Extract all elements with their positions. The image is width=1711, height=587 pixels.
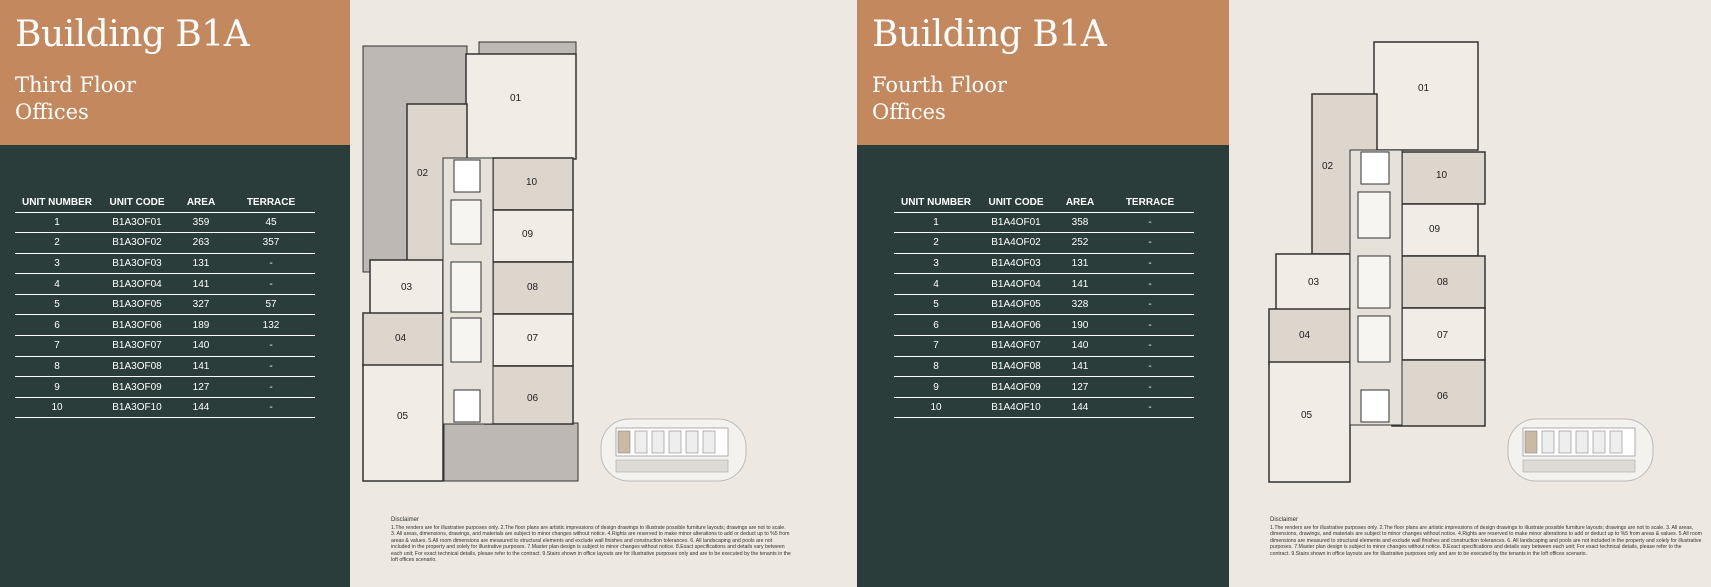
column-header-unit-code: UNIT CODE	[99, 193, 175, 212]
floor-usage: Offices	[872, 100, 946, 124]
unit-code: B1A4OF06	[978, 315, 1054, 336]
unit-number: 4	[894, 274, 978, 295]
unit-label-10: 10	[526, 177, 538, 188]
unit-area: 359	[175, 212, 227, 233]
unit-label-03: 03	[401, 282, 413, 293]
unit-terrace: -	[227, 253, 315, 274]
unit-number: 9	[15, 377, 99, 398]
unit-area: 141	[175, 356, 227, 377]
floor-usage: Offices	[15, 100, 89, 124]
unit-area: 144	[175, 397, 227, 418]
unit-terrace: -	[227, 274, 315, 295]
stair-core	[1361, 152, 1389, 184]
floor-title	[15, 72, 136, 126]
unit-terrace: 57	[227, 294, 315, 315]
unit-terrace: -	[1106, 356, 1194, 377]
table-row	[894, 315, 1194, 336]
unit-area: 140	[1054, 336, 1106, 357]
unit-area: 141	[1054, 274, 1106, 295]
unit-code: B1A4OF05	[978, 294, 1054, 315]
column-header-unit-code: UNIT CODE	[978, 193, 1054, 212]
table-row	[15, 253, 315, 274]
unit-code: B1A4OF10	[978, 397, 1054, 418]
unit-code: B1A4OF01	[978, 212, 1054, 233]
unit-number: 1	[15, 212, 99, 233]
unit-terrace: -	[227, 377, 315, 398]
unit-label-04: 04	[1299, 330, 1311, 341]
unit-area: 131	[1054, 253, 1106, 274]
unit-area: 263	[175, 233, 227, 254]
table-row	[15, 356, 315, 377]
unit-terrace: -	[1106, 233, 1194, 254]
unit-area: 127	[1054, 377, 1106, 398]
unit-area: 144	[1054, 397, 1106, 418]
unit-code: B1A3OF10	[99, 397, 175, 418]
column-header-area: AREA	[175, 193, 227, 212]
column-header-unit-number: UNIT NUMBER	[894, 193, 978, 212]
service-rooms	[451, 318, 481, 362]
floor-name: Fourth Floor	[872, 73, 1007, 97]
unit-label-01: 01	[510, 93, 522, 104]
unit-number: 7	[894, 336, 978, 357]
table-row	[15, 315, 315, 336]
table-row	[894, 377, 1194, 398]
unit-label-07: 07	[1437, 330, 1449, 341]
disclaimer-title: Disclaimer	[1270, 517, 1299, 523]
floor-plan-panel	[350, 0, 857, 587]
unit-terrace: -	[1106, 397, 1194, 418]
unit-code: B1A3OF04	[99, 274, 175, 295]
unit-number: 3	[15, 253, 99, 274]
sidebar	[857, 0, 1229, 587]
disclaimer	[1270, 517, 1702, 557]
table-row	[15, 397, 315, 418]
table-row	[894, 212, 1194, 233]
building-title: Building B1A	[872, 14, 1107, 55]
unit-label-06: 06	[527, 393, 539, 404]
unit-number: 5	[894, 294, 978, 315]
unit-terrace: 45	[227, 212, 315, 233]
table-row	[15, 212, 315, 233]
unit-terrace: -	[227, 336, 315, 357]
stair-core	[454, 160, 480, 192]
floor-title	[872, 72, 1007, 126]
floor-plan-drawing	[1229, 0, 1711, 587]
unit-number: 8	[894, 356, 978, 377]
disclaimer-text: 1.The renders are for illustrative purposes only. 2.The floor plans are artistic impressions of design drawings to illustrate possible furniture layouts; drawings are not to scale. 3. All areas, dimensions, drawings, and materials are subject to minor changes without notice. 4.Rights are reserved to make minor alterations to add or deduct up to %5 from areas & values. 5.All room dimensions are measured to structural elements and exclude wall finishes and construction tolerances. 6. All landscaping and pools are not included in the property and solely for illustrative purposes. 7.Master plan design is subject to minor changes without notice. 8.Exact specifications and details vary between each unit; For exact technical details, please refer to the contract. 9.Stairs shown in office layouts are for illustrative purposes only and are to be executed by the tenants in the loft offices scenario.	[391, 525, 791, 564]
key-plan-highlight	[1525, 431, 1537, 453]
unit-area: 328	[1054, 294, 1106, 315]
unit-terrace: -	[1106, 253, 1194, 274]
unit-number: 4	[15, 274, 99, 295]
unit-01	[1374, 42, 1478, 150]
sidebar	[0, 0, 350, 587]
column-header-area: AREA	[1054, 193, 1106, 212]
unit-number: 2	[894, 233, 978, 254]
disclaimer-title: Disclaimer	[391, 517, 420, 523]
terrace-area	[444, 423, 578, 481]
table-row	[15, 274, 315, 295]
unit-terrace: -	[1106, 315, 1194, 336]
unit-code: B1A4OF04	[978, 274, 1054, 295]
unit-code: B1A4OF07	[978, 336, 1054, 357]
service-rooms	[1358, 316, 1390, 362]
unit-area: 190	[1054, 315, 1106, 336]
unit-area: 127	[175, 377, 227, 398]
table-row	[15, 377, 315, 398]
unit-code: B1A4OF03	[978, 253, 1054, 274]
table-header-row	[15, 193, 315, 212]
lift-core	[451, 262, 481, 312]
unit-number: 3	[894, 253, 978, 274]
units-table	[894, 193, 1194, 418]
table-row	[15, 233, 315, 254]
unit-area: 252	[1054, 233, 1106, 254]
unit-label-08: 08	[527, 282, 539, 293]
terrace-area	[479, 42, 576, 54]
table-row	[894, 397, 1194, 418]
unit-area: 327	[175, 294, 227, 315]
unit-label-10: 10	[1436, 170, 1448, 181]
unit-label-06: 06	[1437, 391, 1449, 402]
table-header-row	[894, 193, 1194, 212]
unit-code: B1A4OF08	[978, 356, 1054, 377]
floor-plan-panel	[1229, 0, 1711, 587]
unit-terrace: -	[227, 356, 315, 377]
unit-terrace: -	[1106, 274, 1194, 295]
lift-core	[1358, 256, 1390, 308]
unit-terrace: -	[1106, 212, 1194, 233]
building-title: Building B1A	[15, 14, 250, 55]
unit-number: 7	[15, 336, 99, 357]
unit-area: 358	[1054, 212, 1106, 233]
unit-label-05: 05	[1301, 410, 1313, 421]
unit-number: 6	[894, 315, 978, 336]
unit-terrace: -	[1106, 336, 1194, 357]
unit-number: 6	[15, 315, 99, 336]
unit-code: B1A3OF09	[99, 377, 175, 398]
unit-number: 10	[894, 397, 978, 418]
unit-code: B1A3OF07	[99, 336, 175, 357]
unit-code: B1A3OF05	[99, 294, 175, 315]
title-block	[857, 0, 1229, 145]
unit-area: 141	[175, 274, 227, 295]
stair-core	[1361, 390, 1389, 422]
unit-label-09: 09	[522, 229, 534, 240]
table-row	[894, 233, 1194, 254]
unit-number: 8	[15, 356, 99, 377]
unit-label-07: 07	[527, 333, 539, 344]
key-plan-highlight	[618, 431, 630, 453]
disclaimer-text: 1.The renders are for illustrative purposes only. 2.The floor plans are artistic impressions of design drawings to illustrate possible furniture layouts; drawings are not to scale. 3. All areas, dimensions, drawings, and materials are subject to minor changes without notice. 4.Rights are reserved to make minor alterations to add or deduct up to %5 from areas & values. 5.All room dimensions are measured to structural elements and exclude wall finishes and construction tolerances. 6. All landscaping and pools are not included in the property and solely for illustrative purposes. 7.Master plan design is subject to minor changes without notice. 8.Exact specifications and details vary between each unit; For exact technical details, please refer to the contract. 9.Stairs shown in office layouts are for illustrative purposes only and are to be executed by the tenants in the loft offices scenario.	[1270, 525, 1702, 557]
unit-number: 5	[15, 294, 99, 315]
disclaimer	[391, 517, 791, 563]
unit-label-02: 02	[1322, 161, 1334, 172]
fourth-floor-page	[857, 0, 1711, 587]
unit-label-04: 04	[395, 333, 407, 344]
unit-code: B1A3OF08	[99, 356, 175, 377]
unit-area: 140	[175, 336, 227, 357]
unit-05	[1269, 362, 1350, 482]
column-header-unit-number: UNIT NUMBER	[15, 193, 99, 212]
unit-code: B1A3OF01	[99, 212, 175, 233]
table-row	[894, 253, 1194, 274]
unit-terrace: -	[227, 397, 315, 418]
column-header-terrace: TERRACE	[227, 193, 315, 212]
service-rooms	[451, 200, 481, 244]
unit-code: B1A4OF09	[978, 377, 1054, 398]
table-row	[894, 356, 1194, 377]
table-row	[15, 336, 315, 357]
floor-name: Third Floor	[15, 73, 137, 97]
units-table	[15, 193, 315, 418]
unit-label-09: 09	[1429, 224, 1441, 235]
unit-terrace: -	[1106, 377, 1194, 398]
unit-area: 141	[1054, 356, 1106, 377]
table-row	[894, 274, 1194, 295]
key-plan	[601, 419, 746, 481]
title-block	[0, 0, 350, 145]
unit-number: 1	[894, 212, 978, 233]
unit-terrace: -	[1106, 294, 1194, 315]
unit-label-03: 03	[1308, 277, 1320, 288]
unit-label-08: 08	[1437, 277, 1449, 288]
unit-code: B1A4OF02	[978, 233, 1054, 254]
unit-number: 2	[15, 233, 99, 254]
unit-number: 10	[15, 397, 99, 418]
column-header-terrace: TERRACE	[1106, 193, 1194, 212]
unit-terrace: 357	[227, 233, 315, 254]
floor-plan-drawing	[350, 0, 857, 587]
key-plan	[1508, 419, 1653, 481]
unit-01	[466, 54, 576, 159]
service-rooms	[1358, 192, 1390, 238]
unit-terrace: 132	[227, 315, 315, 336]
unit-code: B1A3OF02	[99, 233, 175, 254]
unit-number: 9	[894, 377, 978, 398]
table-row	[894, 294, 1194, 315]
unit-label-05: 05	[397, 411, 409, 422]
unit-area: 189	[175, 315, 227, 336]
unit-code: B1A3OF03	[99, 253, 175, 274]
unit-code: B1A3OF06	[99, 315, 175, 336]
table-row	[894, 336, 1194, 357]
unit-area: 131	[175, 253, 227, 274]
stair-core	[454, 390, 480, 422]
unit-label-02: 02	[417, 168, 429, 179]
table-row	[15, 294, 315, 315]
unit-05	[363, 365, 443, 481]
unit-label-01: 01	[1418, 83, 1430, 94]
